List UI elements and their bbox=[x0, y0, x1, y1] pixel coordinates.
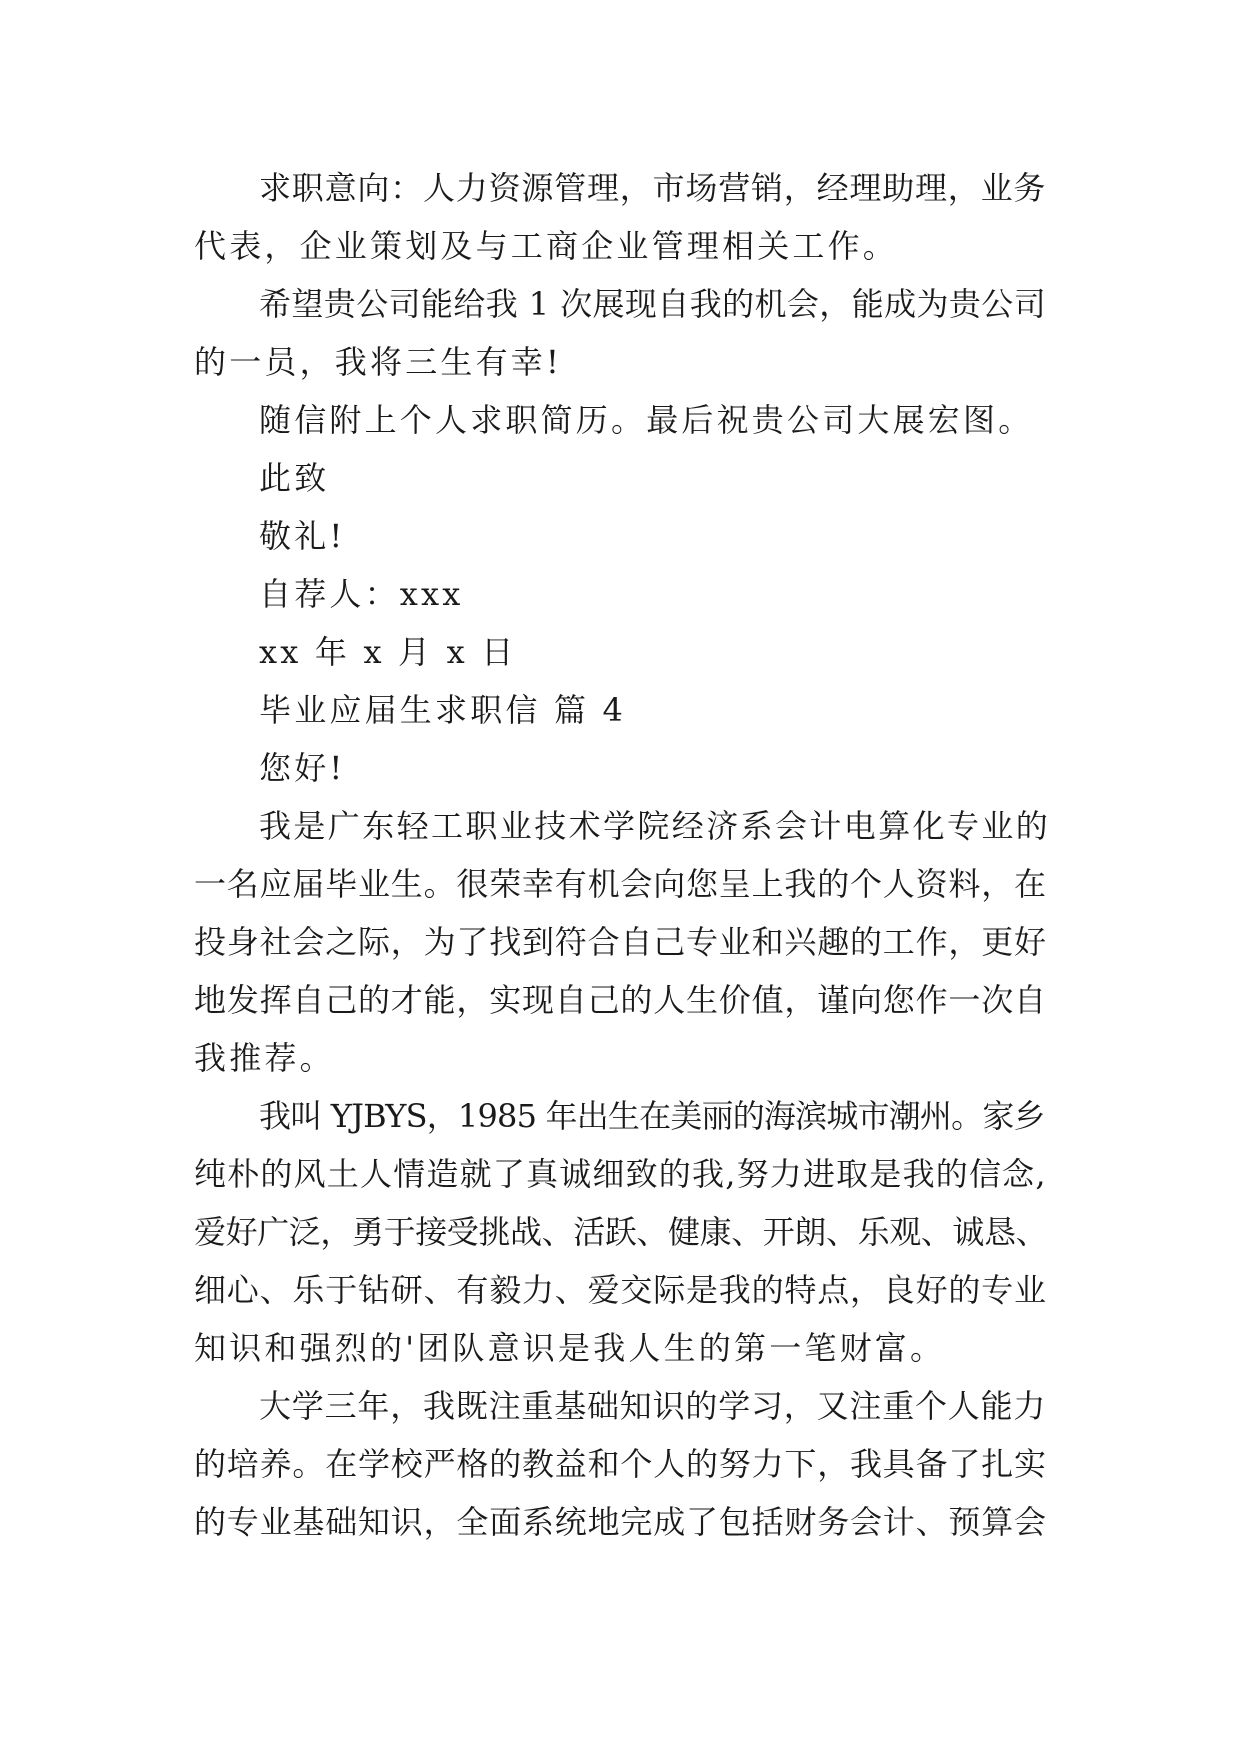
text-line: 大学三年，我既注重基础知识的学习，又注重个人能力 bbox=[259, 1387, 1047, 1425]
text-line: 一名应届毕业生。很荣幸有机会向您呈上我的个人资料，在 bbox=[194, 865, 1047, 903]
text-line: 地发挥自己的才能，实现自己的人生价值，谨向您作一次自 bbox=[194, 981, 1047, 1019]
text-line: 自荐人：xxx bbox=[259, 575, 464, 613]
text-line: 求职意向：人力资源管理，市场营销，经理助理，业务 bbox=[259, 169, 1047, 207]
text-line: 随信附上个人求职简历。最后祝贵公司大展宏图。 bbox=[259, 401, 1034, 439]
text-line: 您好! bbox=[259, 749, 346, 787]
text-line: 此致 bbox=[259, 459, 330, 497]
text-line: 知识和强烈的'团队意识是我人生的第一笔财富。 bbox=[194, 1329, 946, 1367]
text-line: 代表，企业策划及与工商企业管理相关工作。 bbox=[194, 227, 899, 265]
text-line: 我推荐。 bbox=[194, 1039, 335, 1077]
text-line: 我是广东轻工职业技术学院经济系会计电算化专业的 bbox=[259, 807, 1051, 845]
text-line: 敬礼! bbox=[259, 517, 346, 555]
text-line: 投身社会之际，为了找到符合自己专业和兴趣的工作，更好 bbox=[194, 923, 1047, 961]
text-line: 细心、乐于钻研、有毅力、爱交际是我的特点，良好的专业 bbox=[194, 1271, 1047, 1309]
section-heading: 毕业应届生求职信 篇 4 bbox=[259, 691, 627, 729]
text-line: 爱好广泛，勇于接受挑战、活跃、健康、开朗、乐观、诚恳、 bbox=[194, 1213, 1048, 1251]
text-line: 的培养。在学校严格的教益和个人的努力下，我具备了扎实 bbox=[194, 1445, 1047, 1483]
text-line: 纯朴的风土人情造就了真诚细致的我,努力进取是我的信念, bbox=[194, 1155, 1047, 1193]
text-line: 希望贵公司能给我 1 次展现自我的机会，能成为贵公司 bbox=[259, 285, 1047, 323]
text-line: 的专业基础知识，全面系统地完成了包括财务会计、预算会 bbox=[194, 1503, 1047, 1541]
text-line: 的一员，我将三生有幸! bbox=[194, 343, 563, 381]
text-line: xx 年 x 月 x 日 bbox=[259, 633, 517, 671]
text-line: 我叫 YJBYS，1985 年出生在美丽的海滨城市潮州。家乡 bbox=[259, 1097, 1045, 1135]
